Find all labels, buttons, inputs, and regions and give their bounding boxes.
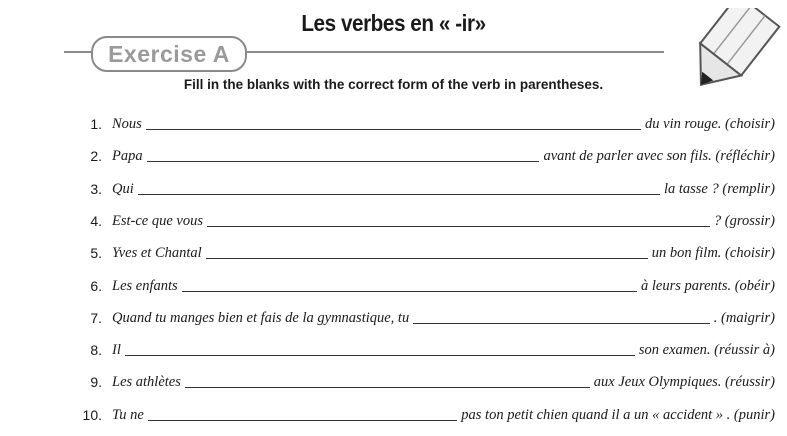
exercise-item <box>0 245 787 267</box>
answer-blank[interactable] <box>146 120 641 130</box>
exercise-item <box>0 116 787 138</box>
answer-blank[interactable] <box>148 411 457 421</box>
answer-blank[interactable] <box>185 378 590 388</box>
item-sentence <box>112 245 775 262</box>
sentence-start: Est-ce que vous <box>112 212 203 229</box>
item-sentence <box>112 213 775 230</box>
item-number: 4. <box>90 212 102 229</box>
exercise-item <box>0 342 787 364</box>
answer-blank[interactable] <box>207 217 710 227</box>
answer-blank[interactable] <box>147 152 540 162</box>
item-number: 3. <box>90 180 102 197</box>
item-sentence <box>112 407 775 424</box>
exercise-item <box>0 278 787 300</box>
item-sentence <box>112 374 775 391</box>
sentence-start: Yves et Chantal <box>112 245 202 262</box>
item-number: 6. <box>90 277 102 294</box>
sentence-start: Qui <box>112 180 134 197</box>
page-title: Les verbes en « -ir» <box>301 10 486 36</box>
exercise-item <box>0 374 787 396</box>
sentence-end: la tasse ? (remplir) <box>663 180 775 197</box>
exercise-item <box>0 407 787 429</box>
sentence-end: pas ton petit chien quand il a un « accident » . (punir) <box>461 406 775 423</box>
answer-blank[interactable] <box>182 282 637 292</box>
sentence-end: son examen. (réussir à) <box>638 342 775 359</box>
exercise-label: Exercise A <box>91 36 247 72</box>
answer-blank[interactable] <box>413 314 710 324</box>
sentence-start: Tu ne <box>112 406 144 423</box>
exercise-item <box>0 310 787 332</box>
item-sentence <box>112 342 775 359</box>
item-sentence <box>112 310 775 327</box>
item-number: 1. <box>90 116 102 132</box>
item-sentence <box>112 278 775 295</box>
answer-blank[interactable] <box>206 249 648 259</box>
item-sentence <box>112 181 775 198</box>
sentence-start: Papa <box>112 148 143 165</box>
item-sentence <box>112 116 775 133</box>
item-number: 5. <box>90 245 102 262</box>
instructions: Fill in the blanks with the correct form of the verb in parentheses. <box>183 77 604 92</box>
item-number: 10. <box>82 406 102 423</box>
sentence-start: Les athlètes <box>112 374 181 391</box>
sentence-end: un bon film. (choisir) <box>651 245 775 262</box>
exercise-item <box>0 213 787 235</box>
sentence-start: Quand tu manges bien et fais de la gymnastique, tu <box>112 309 410 326</box>
item-number: 7. <box>90 309 102 326</box>
sentence-end: aux Jeux Olympiques. (réussir) <box>593 374 775 391</box>
sentence-start: Il <box>112 342 121 359</box>
sentence-start: Nous <box>112 116 142 132</box>
answer-blank[interactable] <box>138 185 660 195</box>
exercise-item <box>0 148 787 170</box>
item-number: 2. <box>90 148 102 165</box>
item-number: 9. <box>90 374 102 391</box>
sentence-start: Les enfants <box>112 277 178 294</box>
sentence-end: . (maigrir) <box>713 309 775 326</box>
sentence-end: avant de parler avec son fils. (réfléchir) <box>543 148 775 165</box>
sentence-end: du vin rouge. (choisir) <box>645 116 775 132</box>
sentence-end: ? (grossir) <box>713 212 775 229</box>
exercise-item <box>0 181 787 203</box>
item-number: 8. <box>90 342 102 359</box>
item-sentence <box>112 148 775 165</box>
sentence-end: à leurs parents. (obéir) <box>641 277 775 294</box>
answer-blank[interactable] <box>125 346 635 356</box>
